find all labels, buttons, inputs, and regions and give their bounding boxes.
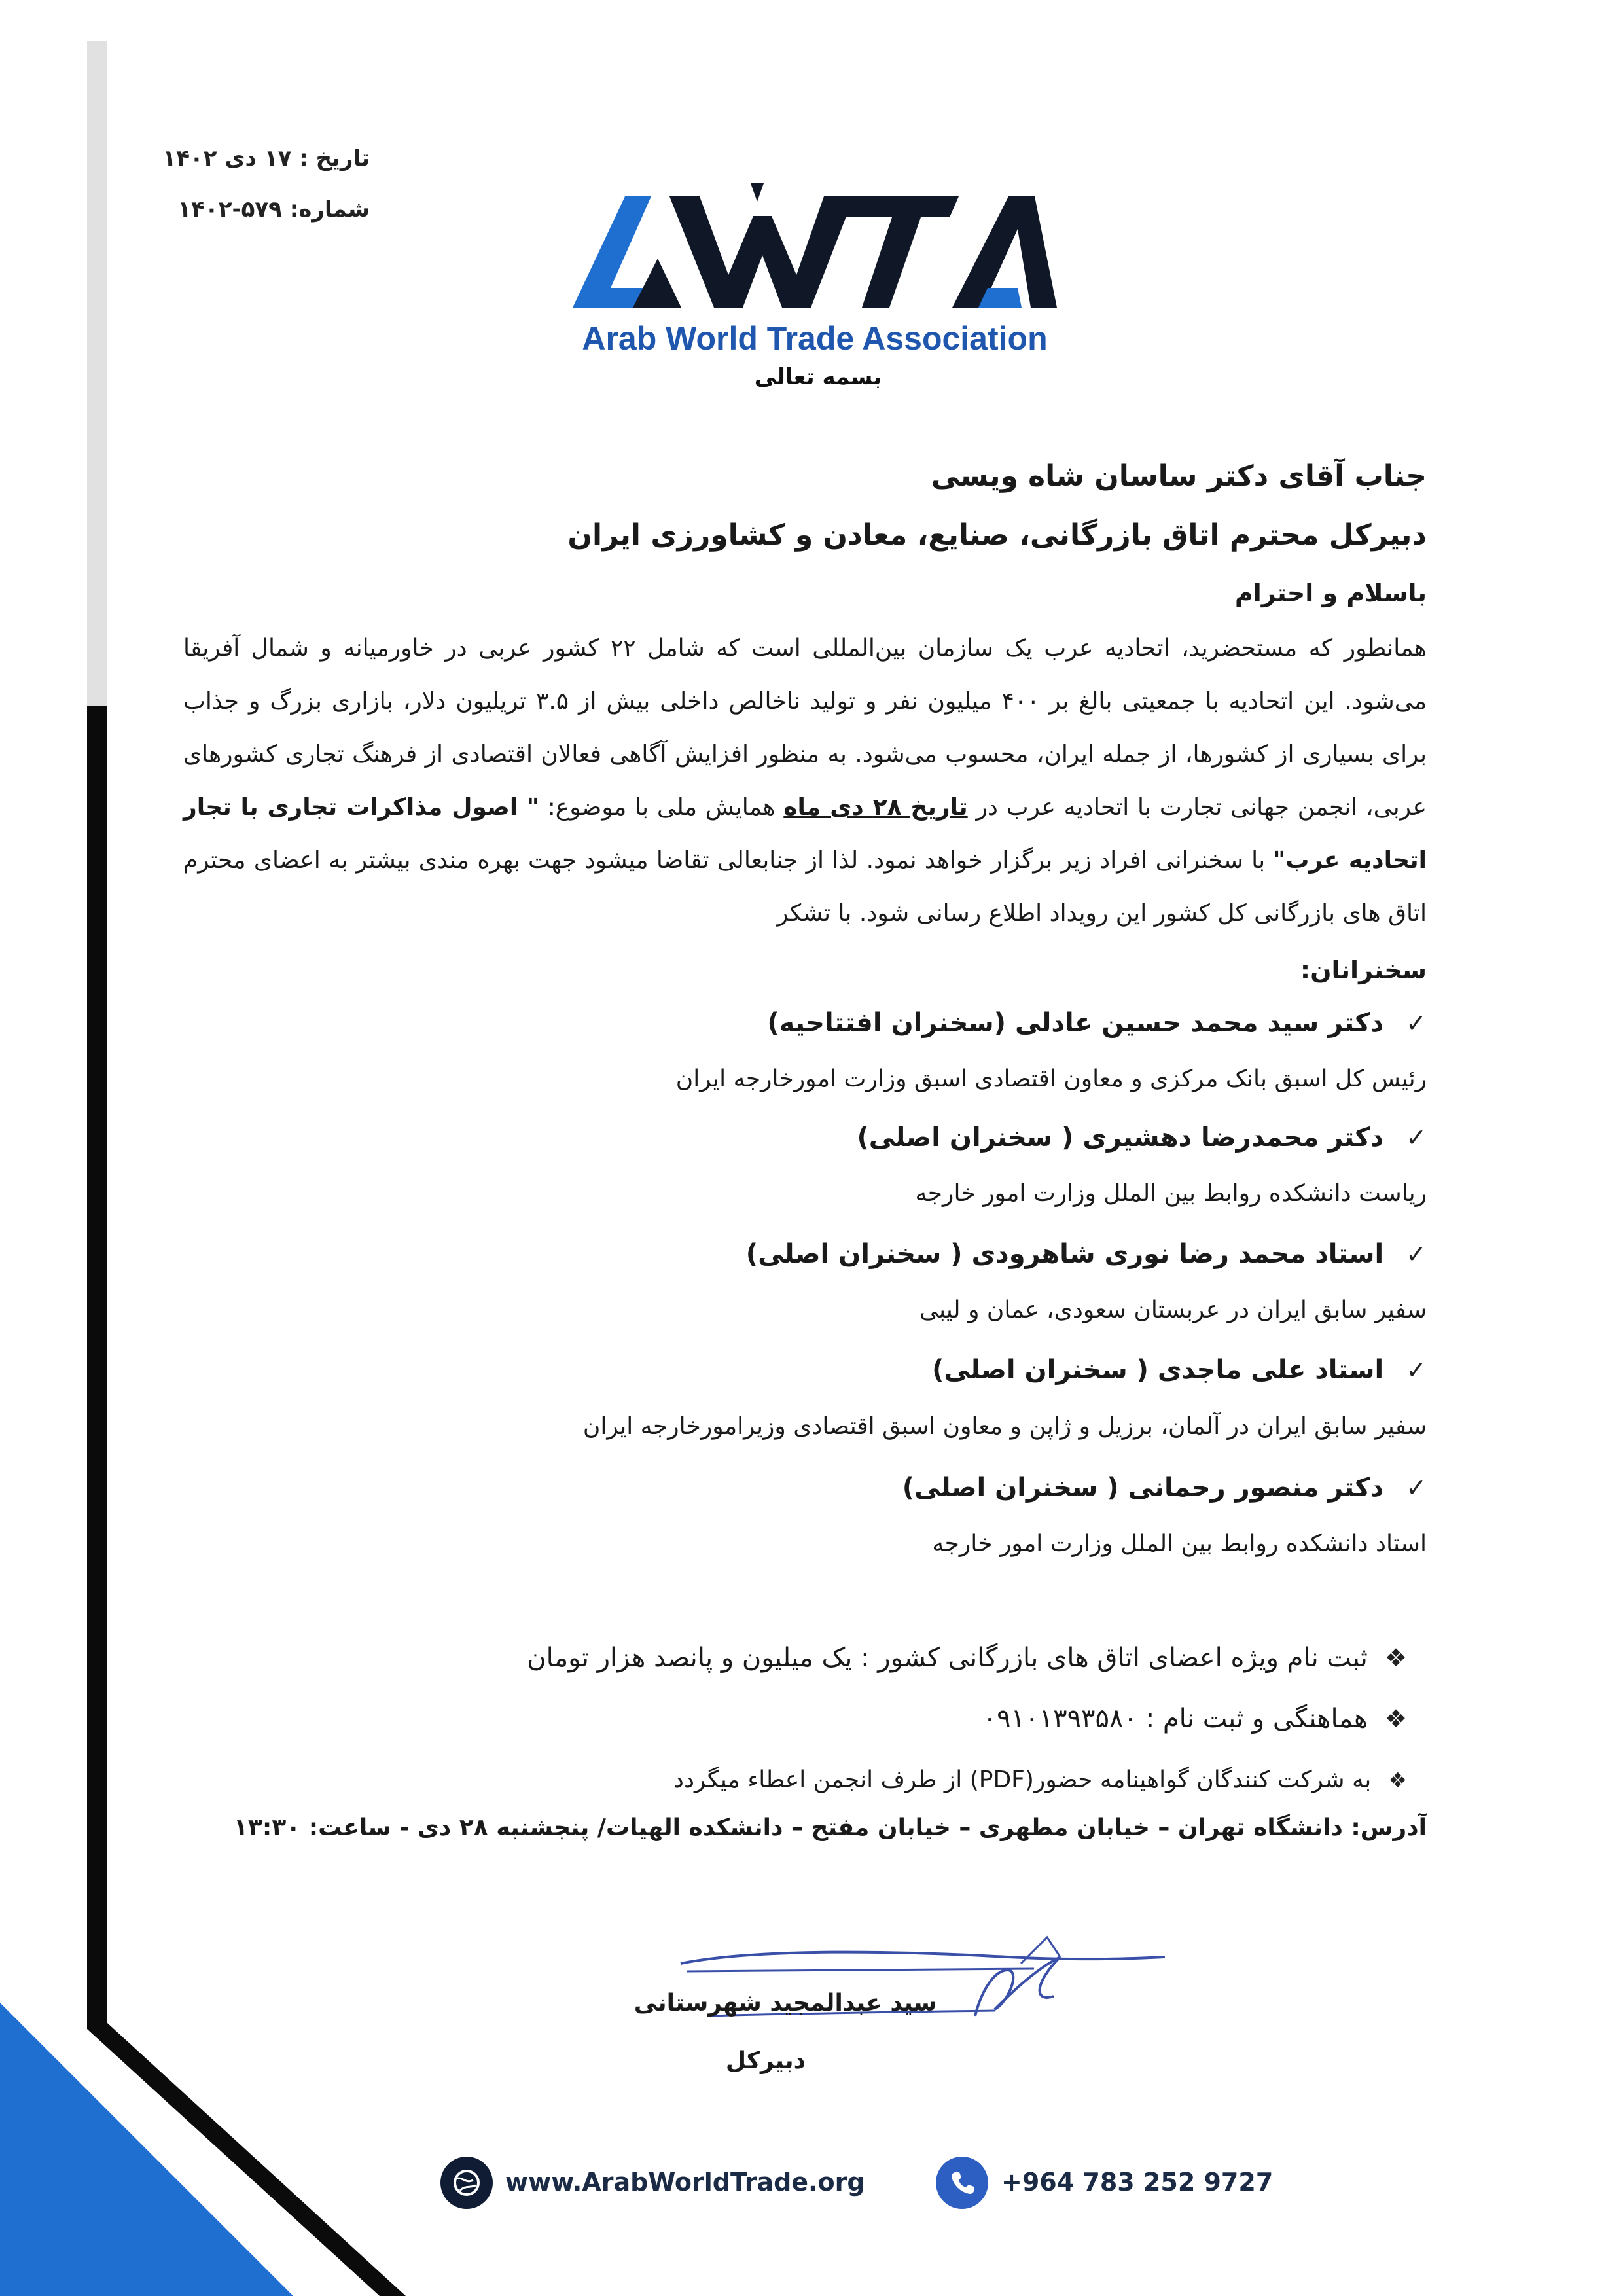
speaker-role: رئیس کل اسبق بانک مرکزی و معاون اقتصادی اسبق وزارت امورخارجه ایران xyxy=(675,1066,1427,1092)
checkmark-icon: ✓ xyxy=(1406,1123,1427,1152)
besmellah: بسمه تعالی xyxy=(754,364,882,390)
speaker-name: ✓استاد علی ماجدی ( سخنران اصلی) xyxy=(314,1352,1427,1388)
letter-number: شماره: ۵۷۹-۱۴۰۲ xyxy=(177,196,370,223)
diamond-bullet-icon: ❖ xyxy=(1384,1643,1407,1672)
diamond-bullet-icon: ❖ xyxy=(1388,1768,1407,1793)
registration-phone: ❖هماهنگی و ثبت نام : ۰۹۱۰۱۳۹۳۵۸۰ xyxy=(164,1700,1407,1737)
speaker-role: استاد دانشکده روابط بین الملل وزارت امور خارجه xyxy=(932,1530,1427,1557)
event-address: آدرس: دانشگاه تهران – خیابان مطهری – خیابان مفتح – دانشکده الهیات/ پنجشنبه ۲۸ دی - ساعت: ۱۳:۳۰ xyxy=(233,1814,1427,1841)
body-intro: همانطور که مستحضرید، اتحادیه عرب یک سازمان بین‌المللی است که شامل ۲۲ کشور عربی در خاورمیانه و شمال آفریقا می‌شود. این اتحادیه با جمعیتی بالغ بر ۴۰۰ میلیون نفر و تولید ناخالص داخلی بیش از ۳.۵ تریلیون دلار، بازاری بزرگ و جذاب برای بسیاری از کشورها، از جمله ایران، محسوب می‌شود. به منظور افزایش آگاهی فعالان اقتصادی از فرهنگ تجاری کشورهای عربی، انجمن جهانی تجارت با اتحادیه عرب در xyxy=(183,635,1427,821)
greeting: باسلام و احترام xyxy=(1234,579,1427,607)
speaker-name: ✓دکتر منصور رحمانی ( سخنران اصلی) xyxy=(314,1469,1427,1506)
checkmark-icon: ✓ xyxy=(1406,1355,1427,1384)
certificate-note: ❖به شرکت کنندگان گواهینامه حضور(PDF) از طرف انجمن اعطاء میگردد xyxy=(164,1762,1407,1799)
checkmark-icon: ✓ xyxy=(1406,1009,1427,1037)
event-topic: " اصول مذاکرات تجاری با تجار اتحادیه عرب" xyxy=(183,794,1427,874)
signatory-title: دبیرکل xyxy=(725,2047,806,2074)
speaker-name: ✓استاد محمد رضا نوری شاهرودی ( سخنران اصلی) xyxy=(314,1236,1427,1272)
checkmark-icon: ✓ xyxy=(1406,1240,1427,1268)
diamond-bullet-icon: ❖ xyxy=(1384,1704,1407,1733)
speaker-name: ✓دکتر محمدرضا دهشیری ( سخنران اصلی) xyxy=(314,1119,1427,1156)
globe-icon xyxy=(440,2157,493,2209)
checkmark-icon: ✓ xyxy=(1406,1473,1427,1502)
left-gray-bar xyxy=(87,41,107,706)
registration-fee: ❖ثبت نام ویژه اعضای اتاق های بازرگانی کشور : یک میلیون و پانصد هزار تومان xyxy=(164,1640,1407,1676)
corner-decoration xyxy=(0,2003,471,2296)
signatory-name: سید عبدالمجید شهرستانی xyxy=(633,1990,937,2017)
footer-phone[interactable]: +964 783 252 9727 xyxy=(1001,2168,1274,2197)
speaker-name: ✓دکتر سید محمد حسین عادلی (سخنران افتتاحیه) xyxy=(314,1005,1427,1041)
letter-date: تاریخ : ۱۷ دی ۱۴۰۲ xyxy=(162,145,370,171)
recipient-title: دبیرکل محترم اتاق بازرگانی، صنایع، معادن و کشاورزی ایران xyxy=(567,518,1427,552)
logo-wordmark: Arab World Trade Association xyxy=(582,320,1048,357)
speaker-role: ریاست دانشکده روابط بین الملل وزارت امور خارجه xyxy=(915,1180,1427,1207)
body-topic-lead: همایش ملی با موضوع: xyxy=(547,794,776,821)
speaker-role: سفیر سابق ایران در آلمان، برزیل و ژاپن و معاون اسبق اقتصادی وزیرامورخارجه ایران xyxy=(582,1413,1427,1440)
letter-body xyxy=(183,622,1427,940)
footer-website[interactable]: www.ArabWorldTrade.org xyxy=(505,2168,865,2197)
phone-icon xyxy=(936,2157,988,2209)
speaker-role: سفیر سابق ایران در عربستان سعودی، عمان و لیبی xyxy=(919,1297,1427,1323)
event-date: تاریخ ۲۸ دی ماه xyxy=(783,794,968,821)
recipient-name: جناب آقای دکتر ساسان شاه ویسی xyxy=(931,459,1427,493)
speakers-title: سخنرانان: xyxy=(1300,956,1427,984)
body-request: با سخنرانی افراد زیر برگزار خواهد نمود. لذا از جنابعالی تقاضا میشود جهت بهره مندی بیشتر به اعضای محترم اتاق های بازرگانی کل کشور این رویداد اطلاع رسانی شود. با تشکر xyxy=(183,847,1427,927)
left-black-bar xyxy=(87,706,107,2015)
